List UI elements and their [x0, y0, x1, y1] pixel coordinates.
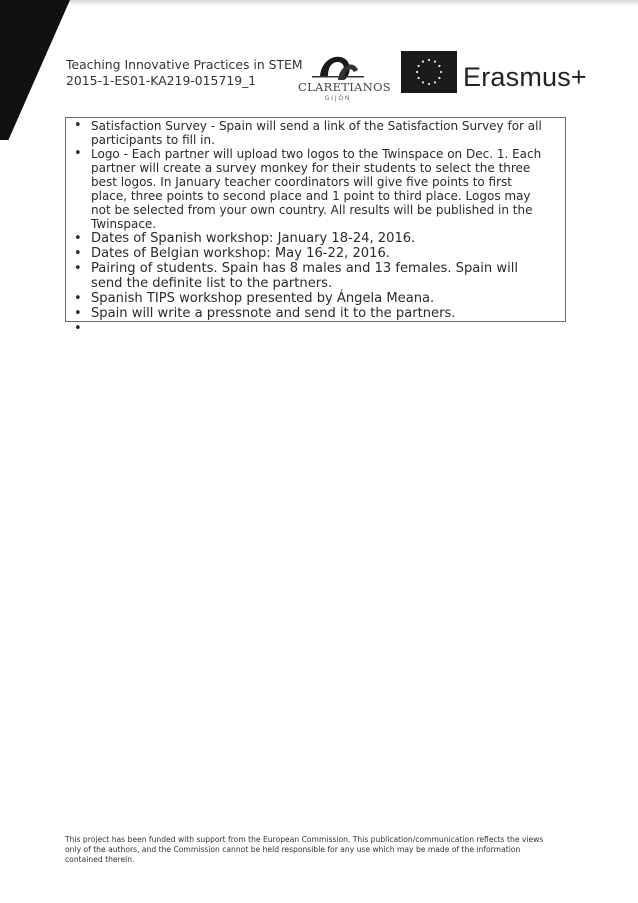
- bullet-icon: •: [74, 231, 82, 246]
- list-item: [66, 231, 565, 246]
- bullet-icon: •: [74, 321, 82, 336]
- list-item: [66, 261, 565, 291]
- claretianos-name: CLARETIANOS: [298, 80, 391, 94]
- minutes-list: [66, 118, 565, 336]
- eu-flag-icon: [401, 51, 457, 93]
- erasmus-plus-logo: Erasmus+: [463, 62, 587, 92]
- list-item-text: Satisfaction Survey - Spain will send a link of the Satisfaction Survey for all participants to fill in.: [91, 119, 542, 147]
- list-item-text: Pairing of students. Spain has 8 males and 13 females. Spain will send the definite list to the partners.: [91, 261, 519, 291]
- list-item-text: Logo - Each partner will upload two logos to the Twinspace on Dec. 1. Each partner will create a survey monkey for their students to select the three best logos. In January teacher coordinators will give five points to first place, three points to second place and 1 point to third place. Logos may not be selected from your own country. All results will be published in the Twinspace.: [91, 147, 542, 231]
- bullet-icon: •: [74, 261, 82, 276]
- list-item: [66, 147, 565, 231]
- list-item-text: Dates of Belgian workshop: May 16-22, 2016.: [91, 246, 390, 261]
- scan-corner-shadow: [0, 0, 70, 140]
- list-item-text: Spanish TIPS workshop presented by Ángela Meana.: [91, 291, 435, 306]
- list-item: [66, 246, 565, 261]
- project-title: Teaching Innovative Practices in STEM: [66, 57, 303, 72]
- scan-top-edge: [0, 0, 638, 6]
- funding-disclaimer: This project has been funded with support from the European Commission. This publication/communication reflects the views only of the authors, and the Commission cannot be held responsible for any use which may be made of the information contained therein.: [65, 835, 544, 864]
- minutes-box: [65, 117, 566, 336]
- bullet-icon: •: [74, 146, 82, 161]
- bullet-icon: •: [74, 118, 82, 133]
- list-item-text: Spain will write a pressnote and send it to the partners.: [91, 306, 456, 321]
- bullet-icon: •: [74, 246, 82, 261]
- list-item: [66, 306, 565, 321]
- bullet-icon: •: [74, 291, 82, 306]
- project-header: [66, 57, 303, 89]
- project-code: 2015-1-ES01-KA219-015719_1: [66, 73, 257, 88]
- claretianos-city: GIJÓN: [324, 95, 352, 102]
- list-item: [66, 291, 565, 306]
- bullet-icon: •: [74, 306, 82, 321]
- list-item: [66, 119, 565, 147]
- list-item-text: Dates of Spanish workshop: January 18-24, 2016.: [91, 231, 416, 246]
